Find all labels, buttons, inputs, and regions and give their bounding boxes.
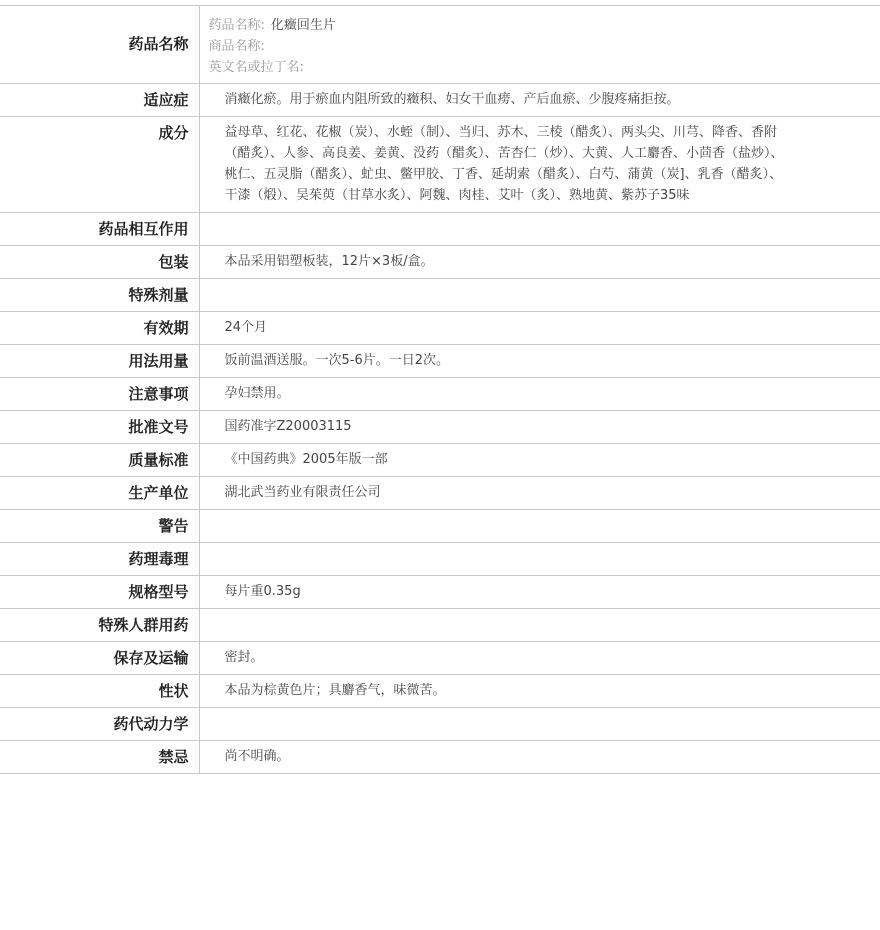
row-value [199,543,880,576]
row-label: 特殊人群用药 [0,609,199,642]
spec-row [0,543,880,576]
row-label: 药品相互作用 [0,213,199,246]
spec-row [0,576,880,609]
spec-row [0,117,880,213]
row-value: 消癥化瘀。用于瘀血内阻所致的癥积、妇女干血痨、产后血瘀、少腹疼痛拒按。 [199,84,880,117]
row-label: 药理毒理 [0,543,199,576]
row-value: 24个月 [199,312,880,345]
row-label: 禁忌 [0,741,199,774]
spec-row [0,312,880,345]
row-value [199,213,880,246]
spec-row [0,411,880,444]
row-label: 特殊剂量 [0,279,199,312]
spec-row [0,741,880,774]
spec-row [0,675,880,708]
spec-row [0,246,880,279]
row-value [199,510,880,543]
row-label: 保存及运输 [0,642,199,675]
name-row [0,6,880,84]
row-value: 每片重0.35g [199,576,880,609]
spec-row [0,279,880,312]
generic-name-value: 化癥回生片 [270,18,336,33]
row-value [199,609,880,642]
row-label: 成分 [0,117,199,213]
row-label: 生产单位 [0,477,199,510]
name-label: 药品名称 [0,6,199,84]
drug-spec-table [0,5,880,774]
row-value: 密封。 [199,642,880,675]
row-label: 性状 [0,675,199,708]
row-value: 饭前温酒送服。一次5-6片。一日2次。 [199,345,880,378]
row-label: 适应症 [0,84,199,117]
trade-name-key: 商品名称: [208,39,265,54]
row-label: 有效期 [0,312,199,345]
row-value: 益母草、红花、花椒（炭）、水蛭（制）、当归、苏木、三棱（醋炙）、两头尖、川芎、降香、香附（醋炙）、人参、高良姜、姜黄、没药（醋炙）、苦杏仁（炒）、大黄、人工麝香、小茴香（盐炒）、桃仁、五灵脂（醋炙）、虻虫、鳖甲胶、丁香、延胡索（醋炙）、白芍、蒲黄（炭]、乳香（醋炙）、干漆（煅）、吴茱萸（甘草水炙）、阿魏、肉桂、艾叶（炙）、熟地黄、紫苏子35味 [199,117,880,213]
english-name-key: 英文名或拉丁名: [208,60,304,75]
row-value: 孕妇禁用。 [199,378,880,411]
name-values [199,6,880,84]
spec-row [0,510,880,543]
row-value [199,708,880,741]
spec-row [0,378,880,411]
generic-name-key: 药品名称: [208,18,265,33]
row-value: 《中国药典》2005年版一部 [199,444,880,477]
row-value: 本品采用铝塑板装，12片×3板/盒。 [199,246,880,279]
row-label: 警告 [0,510,199,543]
row-value: 湖北武当药业有限责任公司 [199,477,880,510]
english-name-line [209,57,880,78]
row-label: 包装 [0,246,199,279]
row-label: 规格型号 [0,576,199,609]
trade-name-line [209,36,880,57]
row-label: 药代动力学 [0,708,199,741]
row-value [199,279,880,312]
spec-row [0,84,880,117]
spec-row [0,708,880,741]
row-value: 尚不明确。 [199,741,880,774]
row-label: 质量标准 [0,444,199,477]
spec-row [0,345,880,378]
row-label: 批准文号 [0,411,199,444]
row-value: 本品为棕黄色片；具麝香气，味微苦。 [199,675,880,708]
spec-row [0,609,880,642]
generic-name-line [209,15,880,36]
spec-row [0,444,880,477]
spec-row [0,642,880,675]
spec-row [0,477,880,510]
row-value: 国药准字Z20003115 [199,411,880,444]
spec-row [0,213,880,246]
row-label: 用法用量 [0,345,199,378]
row-label: 注意事项 [0,378,199,411]
